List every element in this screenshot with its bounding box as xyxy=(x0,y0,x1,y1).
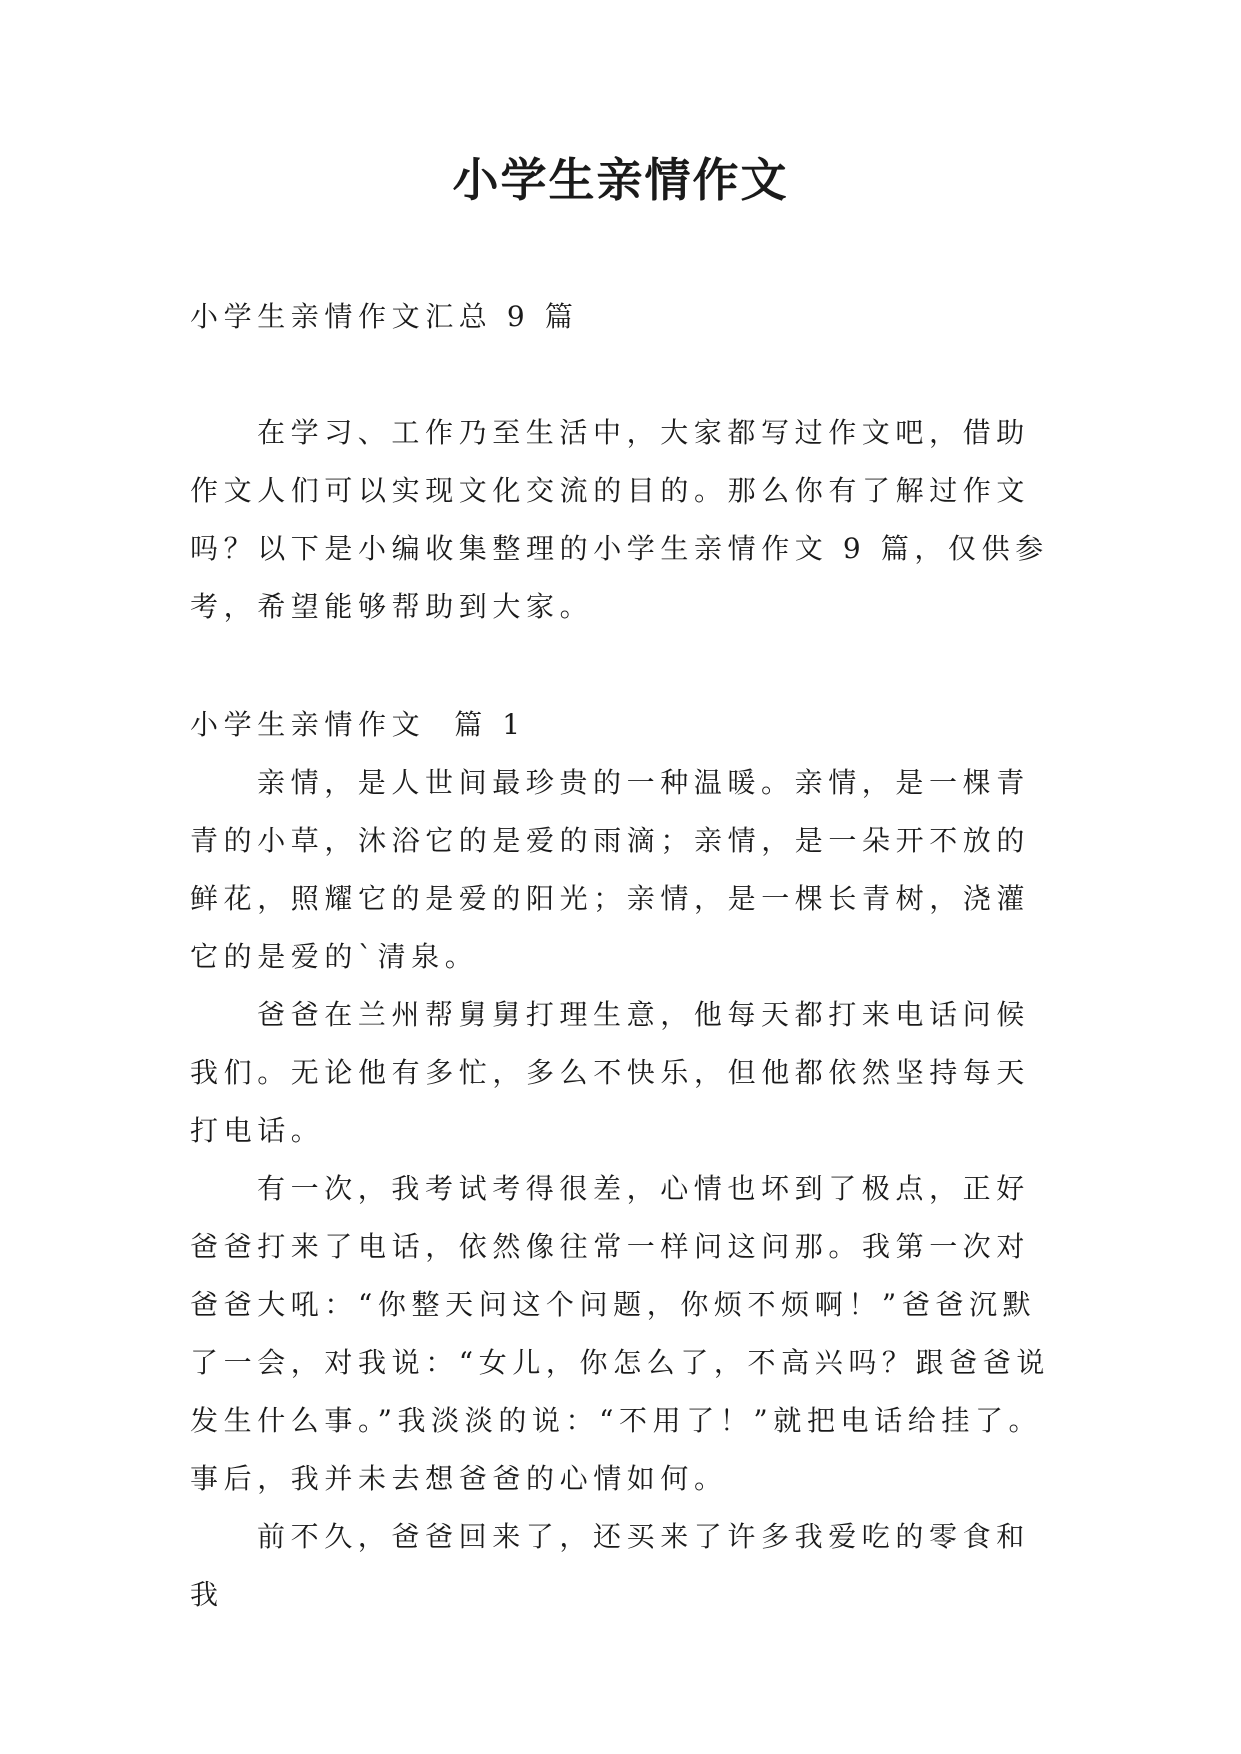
body-paragraph: 爸爸在兰州帮舅舅打理生意，他每天都打来电话问候我们。无论他有多忙，多么不快乐，但他都依然坚持每天打电话。 xyxy=(190,998,1031,1147)
body-paragraph: 有一次，我考试考得很差，心情也坏到了极点，正好爸爸打来了电话，依然像往常一样问这问那。我第一次对爸爸大吼：“你整天问这个问题，你烦不烦啊！”爸爸沉默了一会，对我说：“女儿，你怎么了，不高兴吗？跟爸爸说发生什么事。”我淡淡的说：“不用了！”就把电话给挂了。事后，我并未去想爸爸的心情如何。 xyxy=(190,1172,1050,1495)
document-title: 小学生亲情作文 xyxy=(452,153,789,207)
document-subtitle: 小学生亲情作文汇总 9 篇 xyxy=(190,300,579,333)
section-heading: 小学生亲情作文 篇 1 xyxy=(190,708,526,741)
body-paragraph: 亲情，是人世间最珍贵的一种温暖。亲情，是一棵青青的小草，沐浴它的是爱的雨滴；亲情，是一朵开不放的鲜花，照耀它的是爱的阳光；亲情，是一棵长青树，浇灌它的是爱的`清泉。 xyxy=(190,766,1031,973)
intro-paragraph: 在学习、工作乃至生活中，大家都写过作文吧，借助作文人们可以实现文化交流的目的。那么你有了解过作文吗？以下是小编收集整理的小学生亲情作文 9 篇，仅供参考，希望能够帮助到大家。 xyxy=(190,416,1049,623)
body-paragraph: 前不久，爸爸回来了，还买来了许多我爱吃的零食和我 xyxy=(190,1520,1030,1611)
